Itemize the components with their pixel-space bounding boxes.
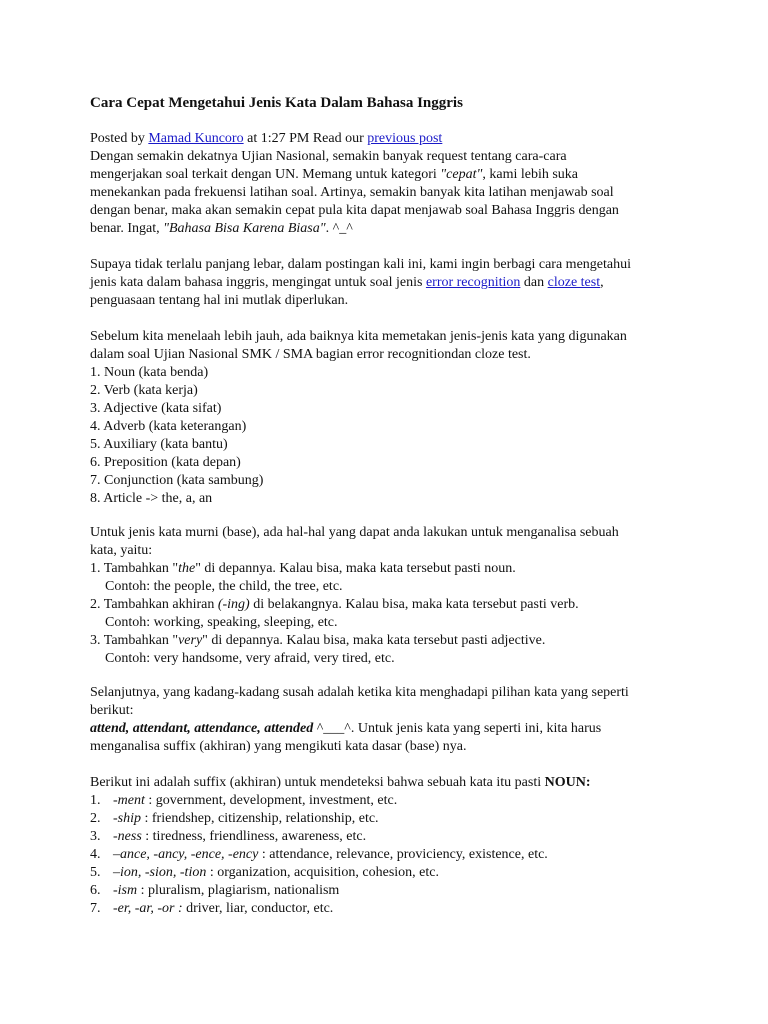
list-item: 2. -ship : friendshep, citizenship, relationship, etc. [90,811,379,826]
text-line: menganalisa suffix (akhiran) yang mengikuti kata dasar (base) nya. [90,739,467,754]
text-line: dalam soal Ujian Nasional SMK / SMA bagian error recognitiondan cloze test. [90,347,531,362]
example-line: Contoh: very handsome, very afraid, very tired, etc. [105,651,395,666]
list-item: 6. Preposition (kata depan) [90,455,241,470]
author-link[interactable]: Mamad Kuncoro [148,131,244,146]
text-line: kata, yaitu: [90,543,153,558]
paragraph-4 [90,524,690,668]
text-line: mengerjakan soal terkait dengan UN. Memang untuk kategori "cepat", kami lebih suka [90,167,579,182]
paragraph-5 [90,684,690,756]
list-item: 5. Auxiliary (kata bantu) [90,437,228,452]
cloze-test-link[interactable]: cloze test [547,275,601,290]
text-line: benar. Ingat, "Bahasa Bisa Karena Biasa". ^_^ [90,221,353,236]
example-line: Contoh: the people, the child, the tree, etc. [105,579,343,594]
list-item: 4. Adverb (kata keterangan) [90,419,247,434]
list-item: 2. Verb (kata kerja) [90,383,198,398]
list-item: 1. -ment : government, development, investment, etc. [90,793,398,808]
text-line: Supaya tidak terlalu panjang lebar, dalam postingan kali ini, kami ingin berbagi cara mengetahui [90,257,631,272]
byline: Posted by Mamad Kuncoro at 1:27 PM Read our previous post [90,131,443,146]
list-item: 1. Noun (kata benda) [90,365,209,380]
text-line: penguasaan tentang hal ini mutlak diperlukan. [90,293,349,308]
example-line: Contoh: working, speaking, sleeping, etc. [105,615,338,630]
text-line: Sebelum kita menelaah lebih jauh, ada baiknya kita memetakan jenis-jenis kata yang digunakan [90,329,627,344]
text-line: Berikut ini adalah suffix (akhiran) untuk mendeteksi bahwa sebuah kata itu pasti NOUN: [90,775,591,790]
intro-paragraph [90,130,690,238]
paragraph-6 [90,774,690,918]
previous-post-link[interactable]: previous post [367,131,443,146]
paragraph-3 [90,328,690,508]
text-line: menekankan pada frekuensi latihan soal. Artinya, semakin banyak kita latihan menjawab soal [90,185,614,200]
list-item: 3. Tambahkan "very" di depannya. Kalau bisa, maka kata tersebut pasti adjective. [90,633,546,648]
list-item: 6. -ism : pluralism, plagiarism, nationalism [90,883,340,898]
list-item: 8. Article -> the, a, an [90,491,213,506]
text-line: Selanjutnya, yang kadang-kadang susah adalah ketika kita menghadapi pilihan kata yang seperti [90,685,629,700]
paragraph-2 [90,256,690,310]
list-item: 2. Tambahkan akhiran (-ing) di belakangnya. Kalau bisa, maka kata tersebut pasti verb. [90,597,579,612]
list-item: 4. –ance, -ancy, -ence, -ency : attendance, relevance, proviciency, existence, etc. [90,847,548,862]
list-item: 1. Tambahkan "the" di depannya. Kalau bisa, maka kata tersebut pasti noun. [90,561,516,576]
list-item: 3. -ness : tiredness, friendliness, awareness, etc. [90,829,367,844]
text-line: dengan benar, maka akan semakin cepat pula kita dapat menjawab soal Bahasa Inggris dengan [90,203,619,218]
error-recognition-link[interactable]: error recognition [425,275,521,290]
page-title: Cara Cepat Mengetahui Jenis Kata Dalam Bahasa Inggris [90,95,463,111]
text-line: berikut: [90,703,134,718]
text-line: jenis kata dalam bahasa inggris, mengingat untuk soal jenis error recognition dan cloze test, [90,275,604,290]
text-line: attend, attendant, attendance, attended ^___^. Untuk jenis kata yang seperti ini, kita harus [90,721,602,736]
text-line: Dengan semakin dekatnya Ujian Nasional, semakin banyak request tentang cara-cara [90,149,567,164]
list-item: 7. -er, -ar, -or : driver, liar, conductor, etc. [90,901,334,916]
list-item: 7. Conjunction (kata sambung) [90,473,264,488]
text-line: Untuk jenis kata murni (base), ada hal-hal yang dapat anda lakukan untuk menganalisa sebuah [90,525,619,540]
list-item: 3. Adjective (kata sifat) [90,401,222,416]
list-item: 5. –ion, -sion, -tion : organization, acquisition, cohesion, etc. [90,865,439,880]
